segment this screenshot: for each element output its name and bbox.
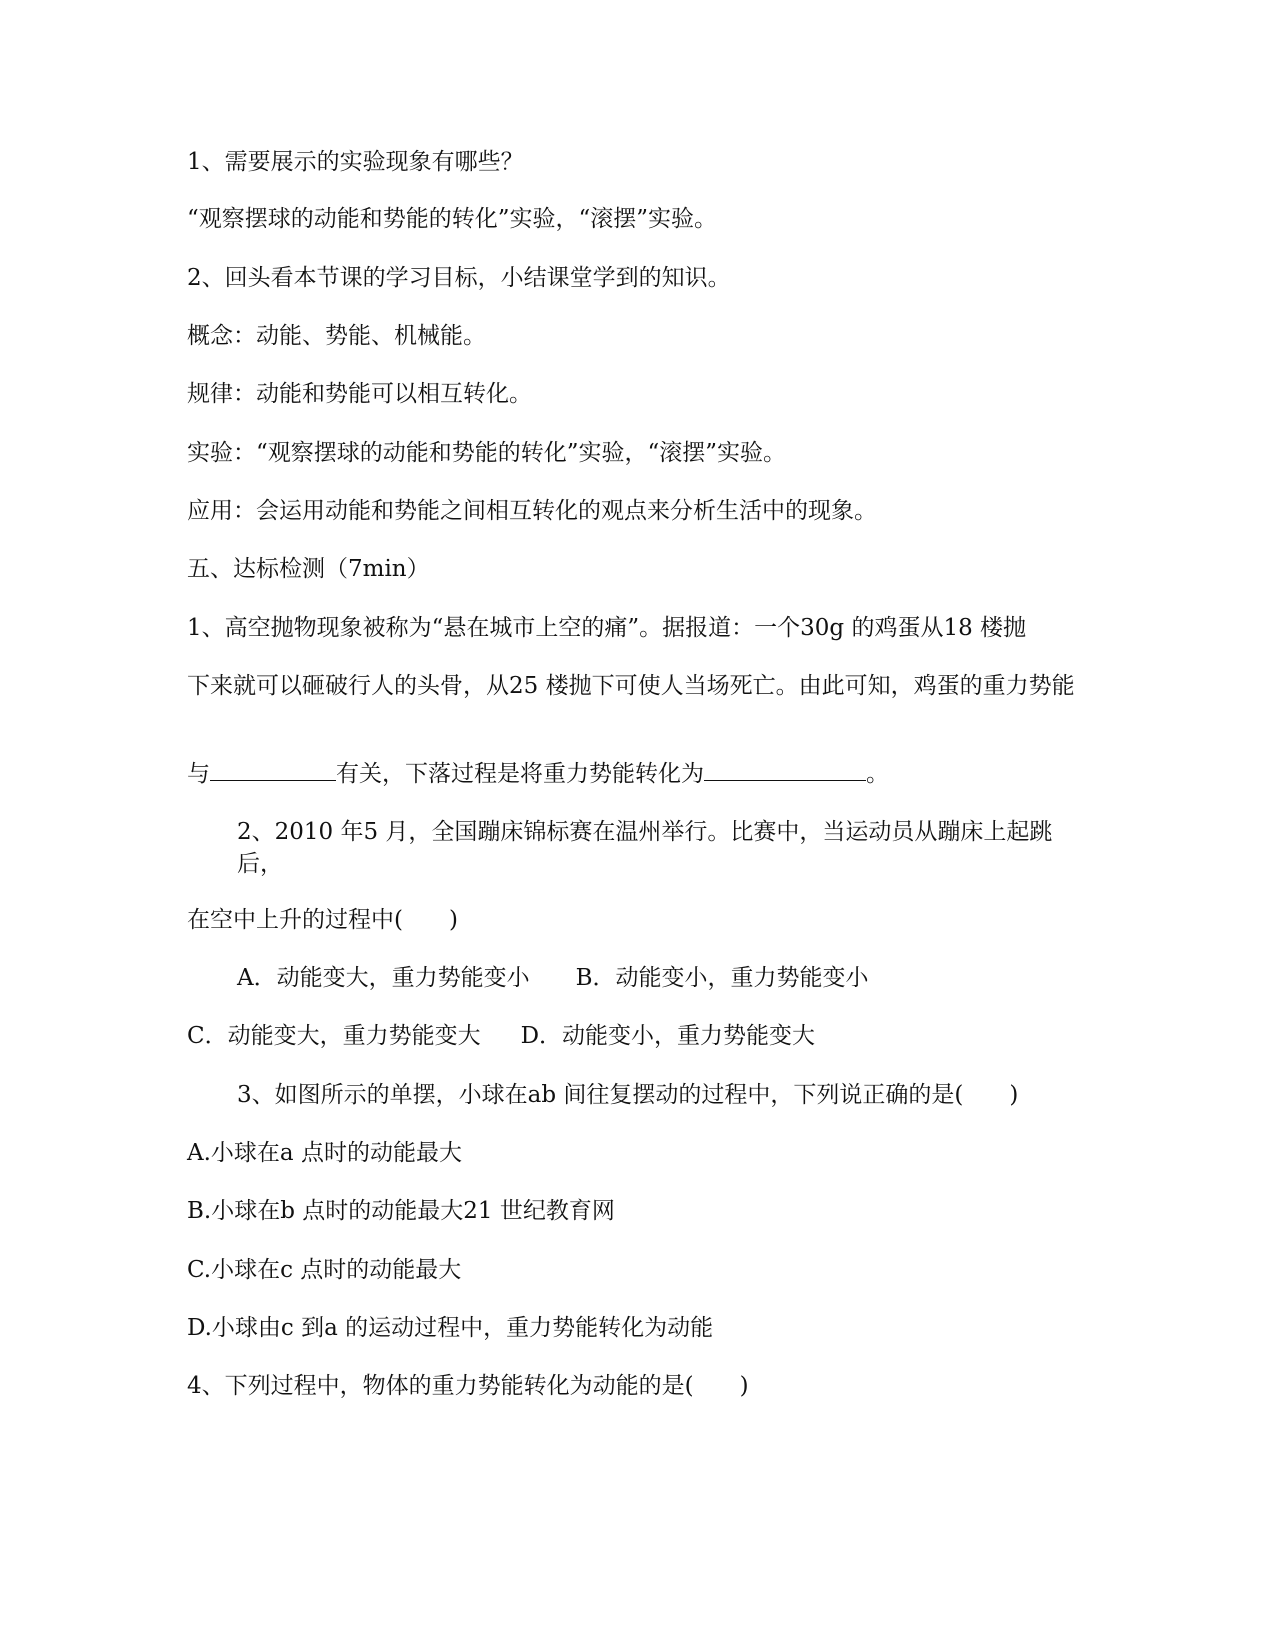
text-line-1: 1、需要展示的实验现象有哪些？ bbox=[187, 149, 524, 175]
text-line-concept: 概念：动能、势能、机械能。 bbox=[187, 323, 486, 349]
option-a: A．动能变大，重力势能变小 bbox=[237, 965, 530, 991]
option-d: D．动能变小，重力势能变大 bbox=[520, 1023, 816, 1049]
question-1-line-1: 1、高空抛物现象被称为“悬在城市上空的痛”。据报道：一个30g 的鸡蛋从18 楼抛 bbox=[187, 615, 1027, 641]
section-heading: 五、达标检测（7min） bbox=[187, 556, 430, 582]
question-4-stem: 4、下列过程中，物体的重力势能转化为动能的是( ) bbox=[187, 1373, 749, 1399]
option-b: B．动能变小，重力势能变小 bbox=[575, 965, 869, 991]
fill-text-1: 与 bbox=[187, 761, 210, 787]
fill-text-3: 。 bbox=[866, 761, 889, 787]
answer-blank-1 bbox=[210, 758, 336, 781]
answer-blank-2 bbox=[704, 758, 866, 781]
question-2-stem-text: 2、2010 年5 月，全国蹦床锦标赛在温州举行。比赛中，当运动员从蹦床上起跳后， bbox=[237, 819, 1053, 877]
question-1-fill-line bbox=[187, 758, 1087, 790]
question-2-options-row-1 bbox=[237, 962, 1137, 994]
text-line-3: 2、回头看本节课的学习目标，小结课堂学到的知识。 bbox=[187, 265, 731, 291]
text-line-application: 应用：会运用动能和势能之间相互转化的观点来分析生活中的现象。 bbox=[187, 498, 877, 524]
question-2-options-row-2 bbox=[187, 1020, 1087, 1052]
question-3-option-c: C.小球在c 点时的动能最大 bbox=[187, 1257, 462, 1283]
question-2-stem-cont: 在空中上升的过程中( ) bbox=[187, 907, 458, 933]
question-3-option-d: D.小球由c 到a 的运动过程中，重力势能转化为动能 bbox=[187, 1315, 714, 1341]
fill-text-2: 有关，下落过程是将重力势能转化为 bbox=[336, 761, 704, 787]
text-line-rule: 规律：动能和势能可以相互转化。 bbox=[187, 381, 532, 407]
question-3-option-a: A.小球在a 点时的动能最大 bbox=[187, 1140, 462, 1166]
question-3-stem: 3、如图所示的单摆，小球在ab 间往复摆动的过程中，下列说正确的是( ) bbox=[237, 1082, 1019, 1108]
text-line-2: “观察摆球的动能和势能的转化”实验，“滚摆”实验。 bbox=[187, 206, 718, 232]
question-1-line-2: 下来就可以砸破行人的头骨，从25 楼抛下可使人当场死亡。由此可知，鸡蛋的重力势能 bbox=[187, 673, 1075, 699]
question-3-option-b: B.小球在b 点时的动能最大21 世纪教育网 bbox=[187, 1198, 615, 1224]
question-2-stem bbox=[237, 816, 1097, 880]
text-line-experiment: 实验：“观察摆球的动能和势能的转化”实验，“滚摆”实验。 bbox=[187, 440, 787, 466]
option-c: C．动能变大，重力势能变大 bbox=[187, 1023, 481, 1049]
